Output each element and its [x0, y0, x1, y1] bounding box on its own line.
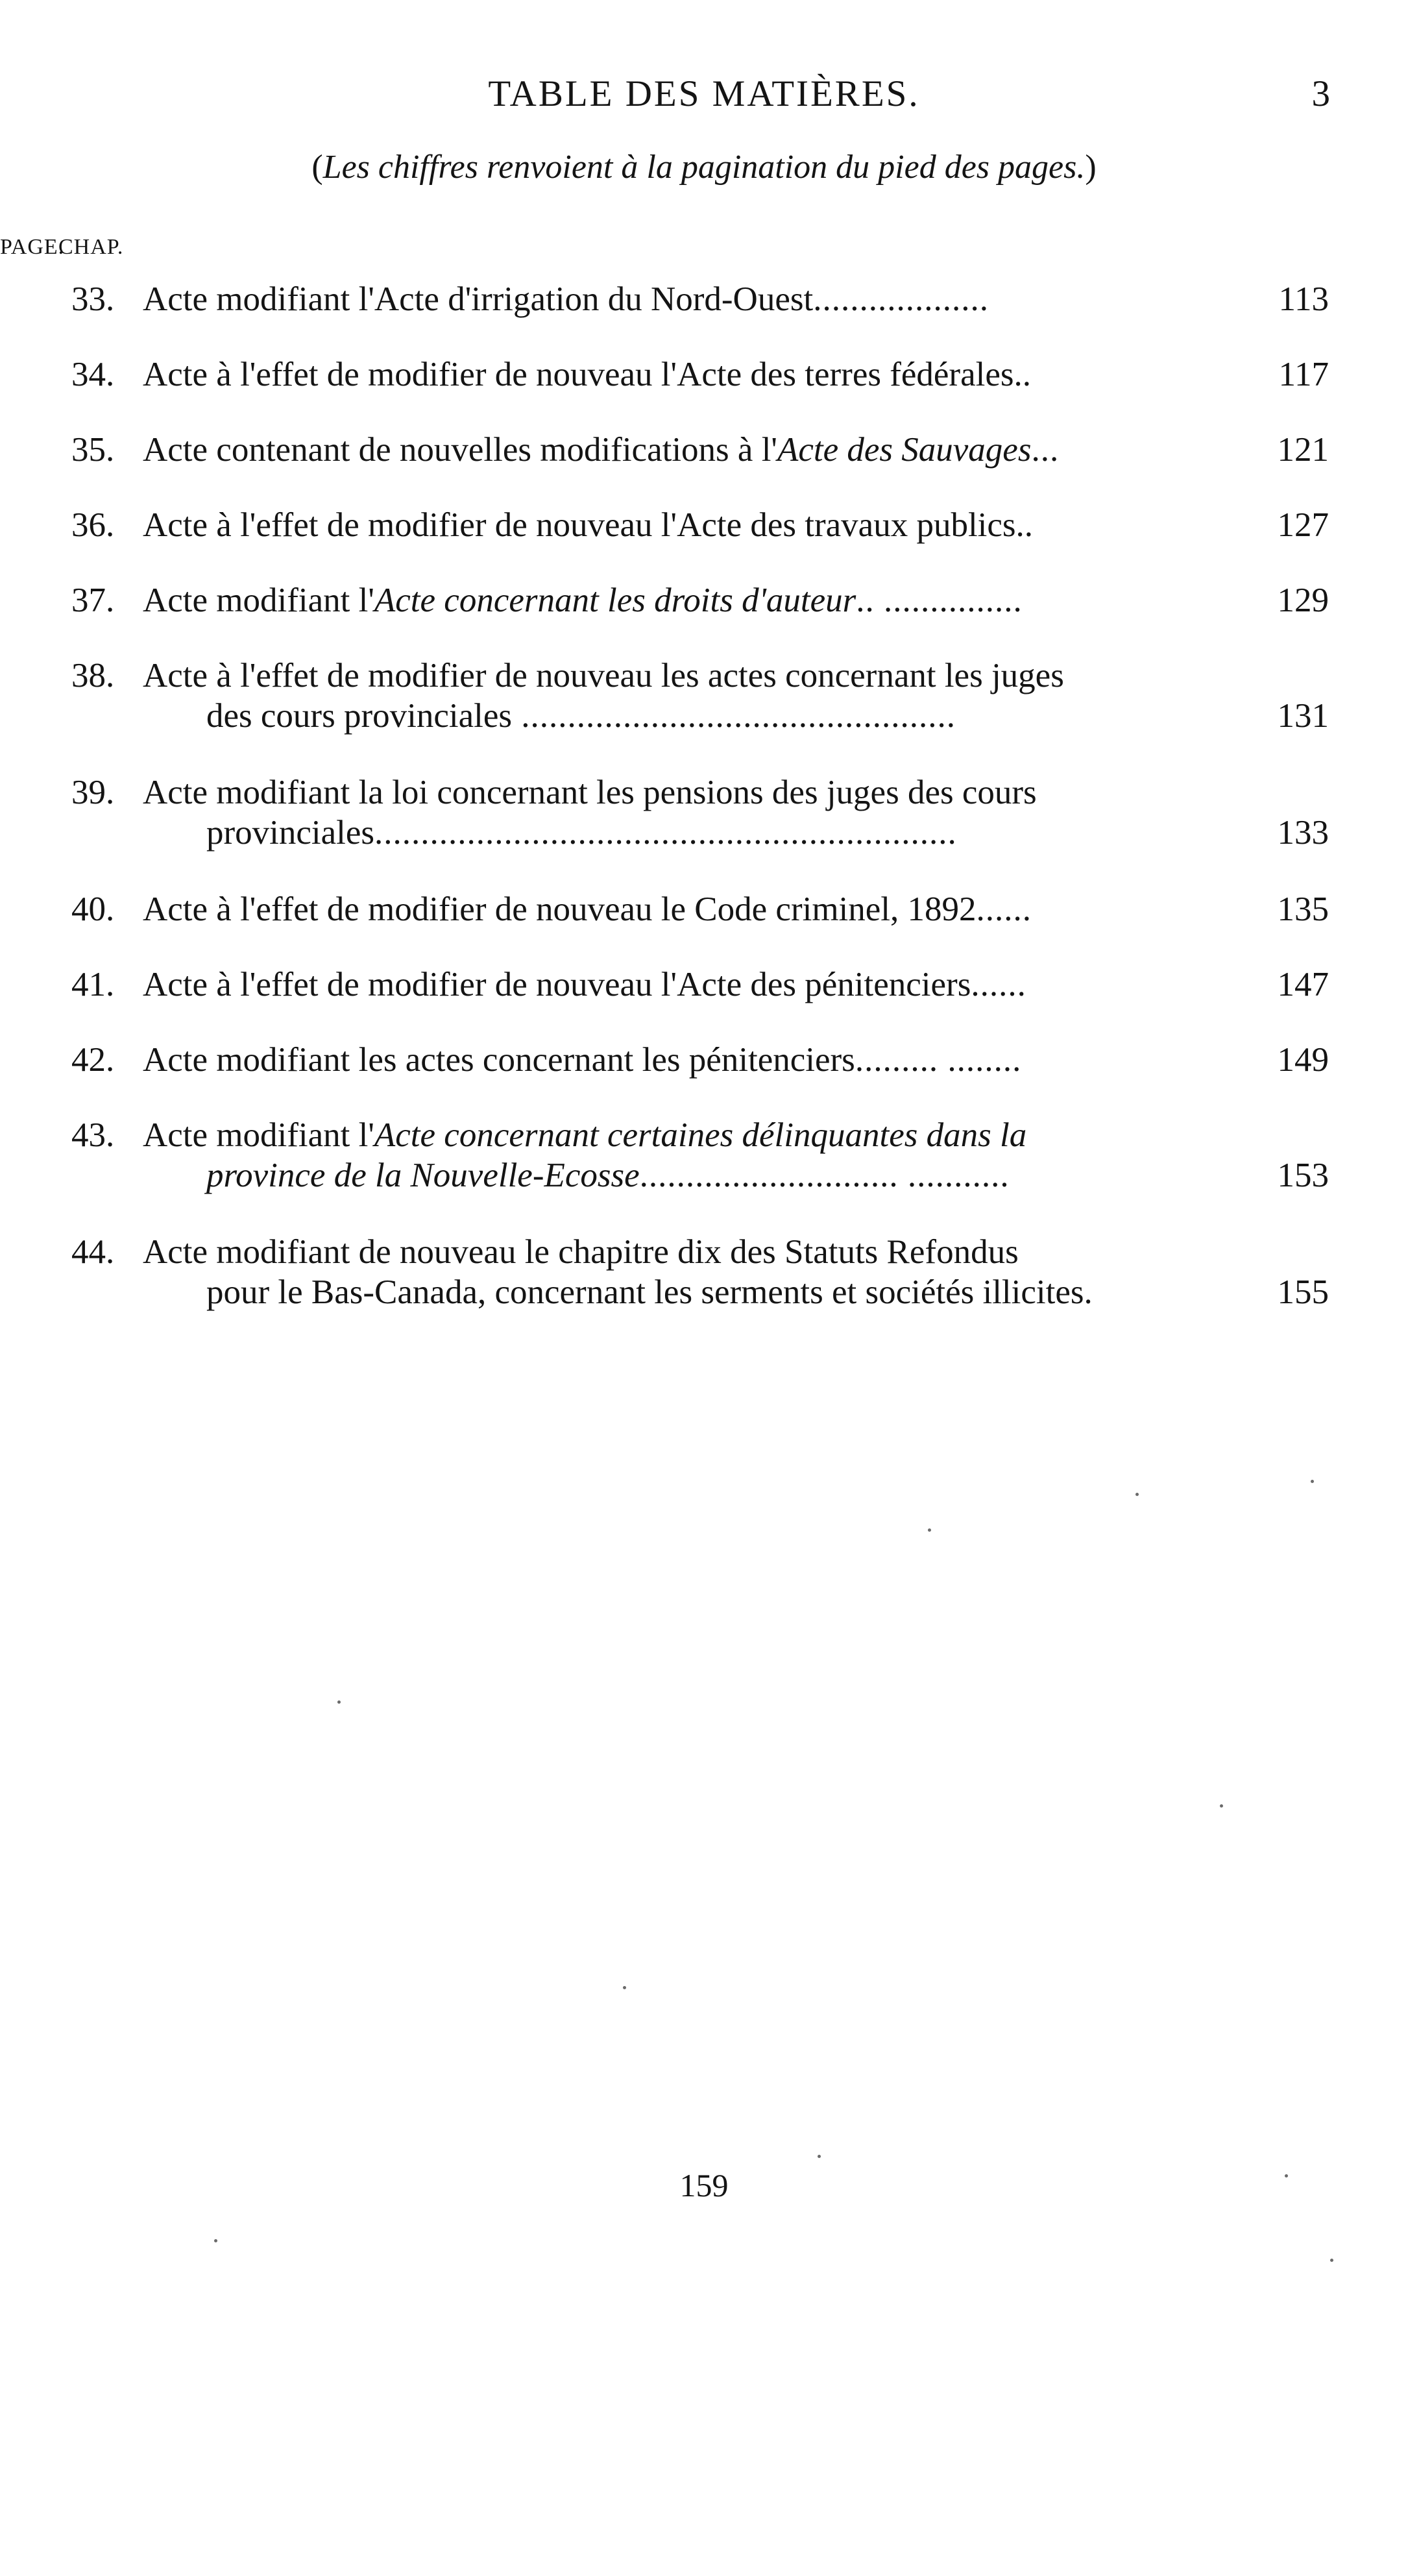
entry-title: Acte modifiant l'Acte concernant les droits d'auteur.. ............... — [143, 582, 1023, 619]
leader-dots: .. ............... — [856, 582, 1023, 619]
print-speck — [1330, 2259, 1333, 2262]
page-ref: 127 — [1277, 506, 1329, 544]
entry-title-line2: provinciales............................................................... — [206, 814, 957, 852]
print-speck — [1135, 1493, 1139, 1496]
chapter-number: 36. — [71, 506, 115, 544]
page-ref: 149 — [1277, 1041, 1329, 1079]
entry-title-line2: pour le Bas-Canada, concernant les serments et sociétés illicites. — [206, 1273, 1093, 1311]
entry-title-line1: Acte modifiant l'Acte concernant certaines délinquantes dans la — [143, 1116, 1027, 1154]
chapter-number: 38. — [71, 657, 115, 694]
leader-dots: ............................................................... — [374, 814, 957, 852]
entry-title: Acte à l'effet de modifier de nouveau l'Acte des travaux publics.. — [143, 506, 1034, 544]
page-number: 3 — [1311, 73, 1330, 114]
page-ref: 147 — [1277, 966, 1329, 1003]
leader-dots: ............................................... — [511, 697, 956, 735]
chapter-number: 44. — [71, 1233, 115, 1271]
leader-dots: ......... ........ — [855, 1041, 1022, 1079]
italic-act-title: Acte concernant les droits d'auteur — [374, 582, 856, 619]
entry-title: Acte à l'effet de modifier de nouveau l'Acte des terres fédérales.. — [143, 356, 1031, 393]
leader-dots: ... — [1031, 431, 1060, 469]
italic-act-title-cont: province de la Nouvelle-Ecosse — [206, 1157, 640, 1194]
print-speck — [214, 2239, 217, 2242]
chapter-number: 40. — [71, 890, 115, 928]
page-ref: 155 — [1277, 1273, 1329, 1311]
print-speck — [623, 1986, 626, 1989]
page-ref: 121 — [1277, 431, 1329, 469]
chapter-number: 37. — [71, 582, 115, 619]
chapter-number: 39. — [71, 774, 115, 811]
entry-title-line2 — [206, 1155, 1010, 1196]
leader-dots: ...... — [976, 890, 1032, 928]
column-header-chap: CHAP. — [58, 235, 124, 259]
print-speck — [1285, 2174, 1288, 2177]
italic-act-title: Acte des Sauvages — [777, 431, 1032, 469]
entry-title-line2: des cours provinciales ............................................... — [206, 697, 956, 735]
page-ref: 113 — [1278, 280, 1329, 318]
print-speck — [1220, 1804, 1223, 1808]
column-header-page: PAGE. — [0, 235, 65, 259]
page-ref: 117 — [1278, 356, 1329, 393]
print-speck — [928, 1528, 931, 1532]
italic-act-title: Acte concernant certaines délinquantes dans la — [374, 1116, 1027, 1154]
entry-title-line1: Acte modifiant de nouveau le chapitre dix des Statuts Refondus — [143, 1233, 1019, 1271]
chapter-number: 43. — [71, 1116, 115, 1154]
subtitle-text: Les chiffres renvoient à la pagination du pied des pages. — [322, 149, 1086, 186]
subtitle: (Les chiffres renvoient à la pagination du pied des pages.) — [311, 149, 1097, 186]
entry-title: Acte modifiant les actes concernant les pénitenciers......... ........ — [143, 1041, 1022, 1079]
entry-title: Acte contenant de nouvelles modifications à l'Acte des Sauvages... — [143, 431, 1060, 469]
entry-title: Acte modifiant l'Acte d'irrigation du Nord-Ouest................... — [143, 280, 989, 318]
chapter-number: 33. — [71, 280, 115, 318]
chapter-number: 42. — [71, 1041, 115, 1079]
entry-title: Acte à l'effet de modifier de nouveau l'Acte des pénitenciers...... — [143, 966, 1026, 1003]
entry-title-line1: Acte à l'effet de modifier de nouveau les actes concernant les juges — [143, 657, 1064, 694]
chapter-number: 34. — [71, 356, 115, 393]
print-speck — [818, 2155, 821, 2158]
entry-title: Acte à l'effet de modifier de nouveau le Code criminel, 1892...... — [143, 890, 1032, 928]
chapter-number: 35. — [71, 431, 115, 469]
entry-title-line1: Acte modifiant la loi concernant les pensions des juges des cours — [143, 774, 1037, 811]
leader-dots: ................... — [813, 280, 989, 318]
page-ref: 131 — [1277, 697, 1329, 735]
chapter-number: 41. — [71, 966, 115, 1003]
page-ref: 129 — [1277, 582, 1329, 619]
leader-dots: ............................ ........... — [639, 1157, 1010, 1194]
page-ref: 133 — [1277, 814, 1329, 852]
page-title: TABLE DES MATIÈRES. — [488, 73, 920, 114]
print-speck — [337, 1700, 341, 1704]
page-ref: 153 — [1277, 1157, 1329, 1194]
print-speck — [1311, 1480, 1314, 1483]
leader-dots: ...... — [971, 966, 1026, 1003]
page-folio: 159 — [679, 2167, 729, 2203]
page-ref: 135 — [1277, 890, 1329, 928]
